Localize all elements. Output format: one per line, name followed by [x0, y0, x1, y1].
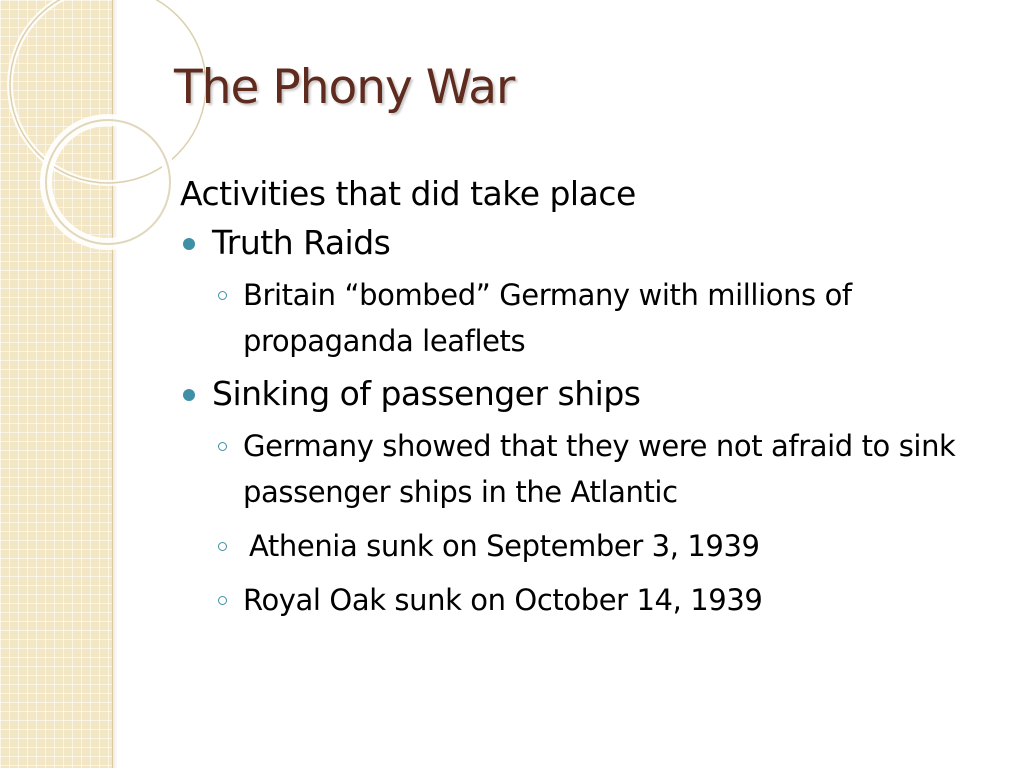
slide-body — [180, 174, 1000, 631]
sub-bullet-royal-oak — [180, 577, 1000, 623]
sub-bullet-text: Germany showed that they were not afraid to sink passenger ships in the Atlantic — [243, 429, 956, 509]
bullet-label: Sinking of passenger ships — [212, 374, 641, 413]
hollow-circle-icon — [218, 542, 227, 551]
sub-bullet-leaflets — [180, 272, 1000, 364]
intro-line: Activities that did take place — [180, 174, 636, 213]
hollow-circle-icon — [218, 442, 227, 451]
sub-bullet-athenia — [180, 523, 1000, 569]
hollow-circle-icon — [218, 291, 227, 300]
bullet-label: Truth Raids — [212, 223, 391, 262]
bullet-sinking-ships — [180, 374, 1000, 413]
slide-title: The Phony War — [174, 60, 515, 115]
sub-bullet-text: Britain “bombed” Germany with millions of propaganda leaflets — [243, 278, 852, 358]
hollow-circle-icon — [218, 596, 227, 605]
filled-circle-icon — [183, 389, 195, 401]
sub-bullet-text: Royal Oak sunk on October 14, 1939 — [243, 583, 763, 617]
sub-bullet-text: Athenia sunk on September 3, 1939 — [249, 529, 760, 563]
bullet-truth-raids — [180, 223, 1000, 262]
decorative-rings — [0, 0, 160, 260]
filled-circle-icon — [183, 238, 195, 250]
sub-bullet-germany-afraid — [180, 423, 1000, 515]
